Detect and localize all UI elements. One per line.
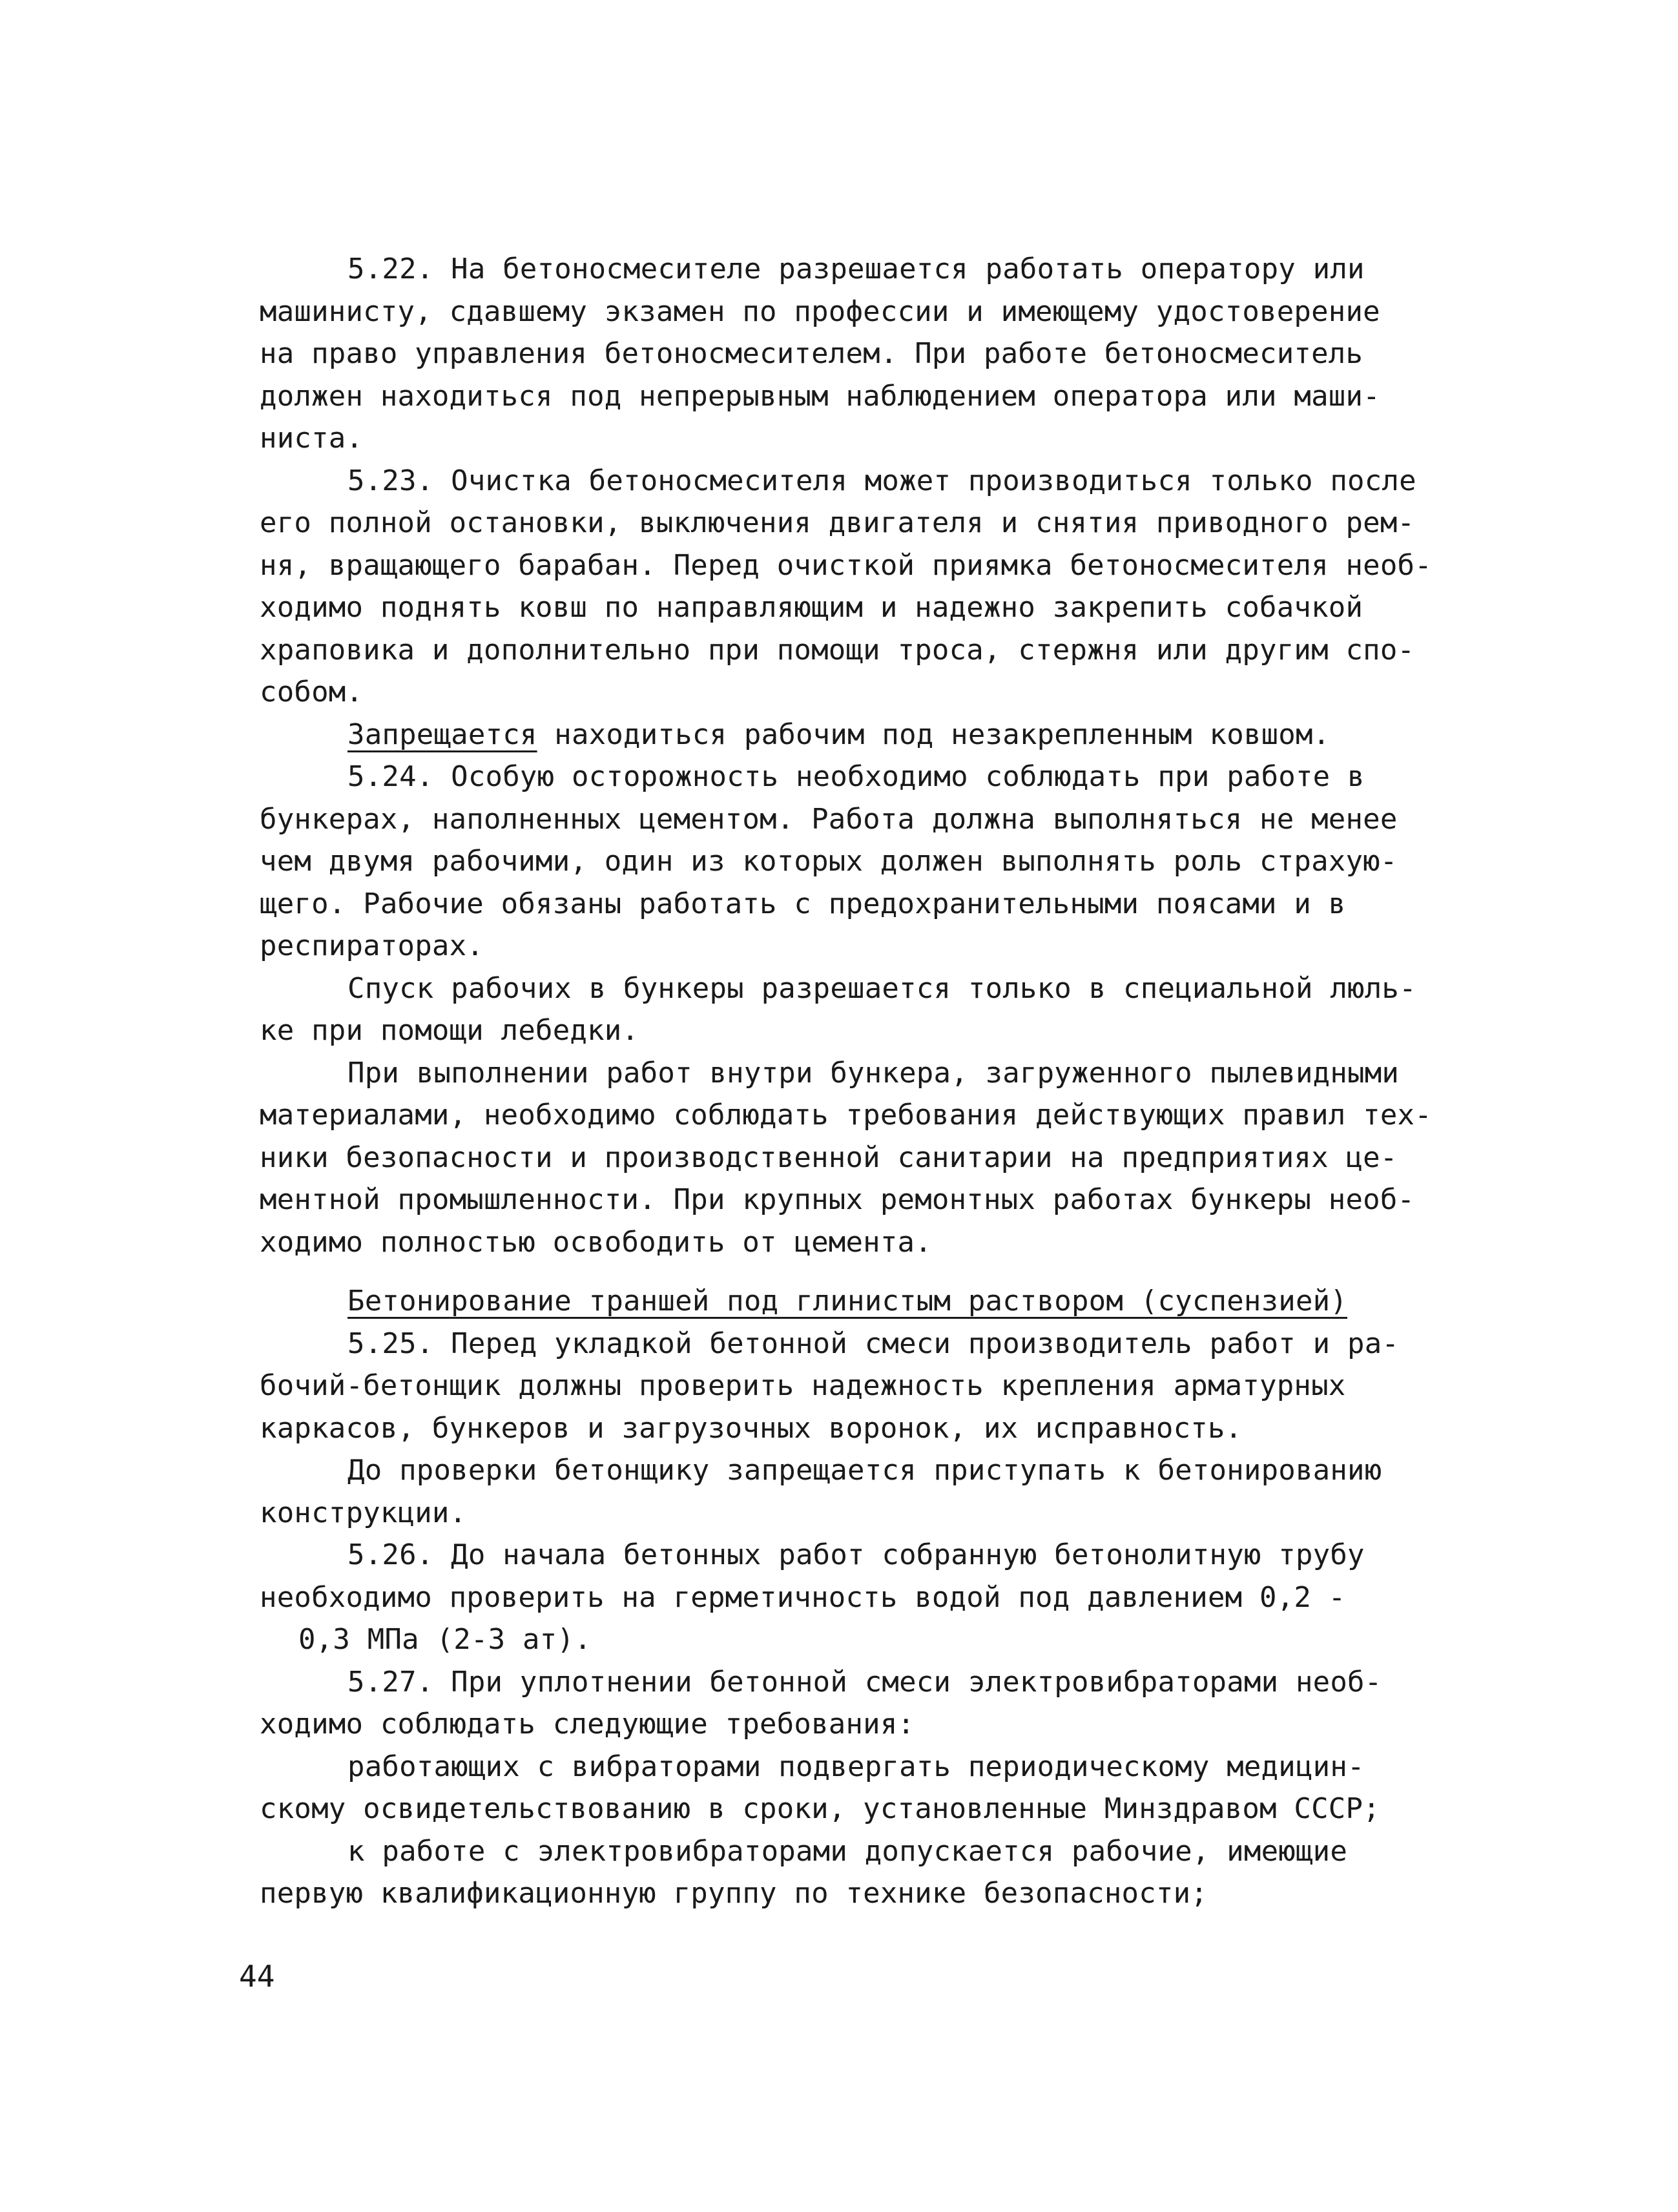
text-line: материалами, необходимо соблюдать требования действующих правил тех-: [260, 1099, 1432, 1132]
section-gap: [260, 1263, 1461, 1280]
text-line: ходимо соблюдать следующие требования:: [260, 1708, 915, 1741]
text-line: храповика и дополнительно при помощи троса, стержня или другим спо-: [260, 633, 1415, 667]
underlined-word: Запрещается: [347, 718, 537, 751]
text-line: ходимо поднять ковш по направляющим и надежно закрепить собачкой: [260, 591, 1363, 624]
text-line: каркасов, бункеров и загрузочных воронок, их исправность.: [260, 1411, 1243, 1445]
text-line: первую квалификационную группу по технике безопасности;: [260, 1877, 1208, 1910]
text-line: 5.25. Перед укладкой бетонной смеси производитель работ и ра-: [347, 1327, 1400, 1360]
text-line: машинисту, сдавшему экзамен по профессии и имеющему удостоверение: [260, 295, 1380, 328]
text-line: При выполнении работ внутри бункера, загруженного пылевидными: [347, 1056, 1400, 1090]
page-number: 44: [239, 1959, 275, 1994]
text-line: 5.22. На бетоносмесителе разрешается работать оператору или: [347, 253, 1365, 285]
text-line: 5.24. Особую осторожность необходимо соблюдать при работе в: [347, 760, 1365, 793]
text-line: ментной промышленности. При крупных ремонтных работах бункеры необ-: [260, 1183, 1415, 1216]
text-line: 5.23. Очистка бетоносмесителя может производиться только после: [347, 464, 1416, 497]
text-line: скому освидетельствованию в сроки, установленные Минздравом СССР;: [260, 1792, 1380, 1825]
text-fragment: находиться рабочим под незакрепленным ковшом.: [537, 718, 1331, 751]
text-line: ники безопасности и производственной санитарии на предприятиях це-: [260, 1141, 1398, 1174]
text-line: его полной остановки, выключения двигателя и снятия приводного рем-: [260, 506, 1415, 539]
text-line: бункерах, наполненных цементом. Работа должна выполняться не менее: [260, 802, 1398, 836]
text-line: Спуск рабочих в бункеры разрешается только в специальной люль-: [347, 971, 1416, 1005]
text-line: ке при помощи лебедки.: [260, 1014, 639, 1047]
text-line: должен находиться под непрерывным наблюдением оператора или маши-: [260, 379, 1380, 413]
text-line: собом.: [260, 676, 364, 708]
text-line: 0,3 МПа (2-3 ат).: [298, 1623, 592, 1656]
text-line: к работе с электровибраторами допускается рабочие, имеющие: [347, 1834, 1348, 1868]
section-heading: [260, 1280, 1461, 1323]
text-line: 5.27. При уплотнении бетонной смеси электровибраторами необ-: [347, 1665, 1382, 1699]
document-body: [260, 248, 1461, 1915]
text-line: чем двумя рабочими, один из которых должен выполнять роль страхую-: [260, 845, 1398, 878]
text-line: щего. Рабочие обязаны работать с предохранительными поясами и в: [260, 887, 1346, 920]
text-line: работающих с вибраторами подвергать периодическому медицин-: [347, 1750, 1365, 1783]
text-line: 5.26. До начала бетонных работ собранную бетонолитную трубу: [347, 1538, 1365, 1571]
text-line: на право управления бетоносмесителем. При работе бетоносмеситель: [260, 337, 1363, 370]
text-line: необходимо проверить на герметичность водой под давлением 0,2 -: [260, 1580, 1346, 1614]
text-line: ня, вращающего барабан. Перед очисткой приямка бетоносмесителя необ-: [260, 548, 1432, 582]
text-line: респираторах.: [260, 929, 484, 962]
text-line: ниста.: [260, 422, 364, 455]
text-line: ходимо полностью освободить от цемента.: [260, 1225, 932, 1259]
text-line: конструкции.: [260, 1496, 467, 1529]
text-line: До проверки бетонщику запрещается приступать к бетонированию: [347, 1454, 1382, 1487]
section-heading-text: Бетонирование траншей под глинистым раствором (суспензией): [347, 1285, 1348, 1318]
text-line: бочий-бетонщик должны проверить надежность крепления арматурных: [260, 1369, 1346, 1402]
text-line: [260, 714, 1461, 756]
